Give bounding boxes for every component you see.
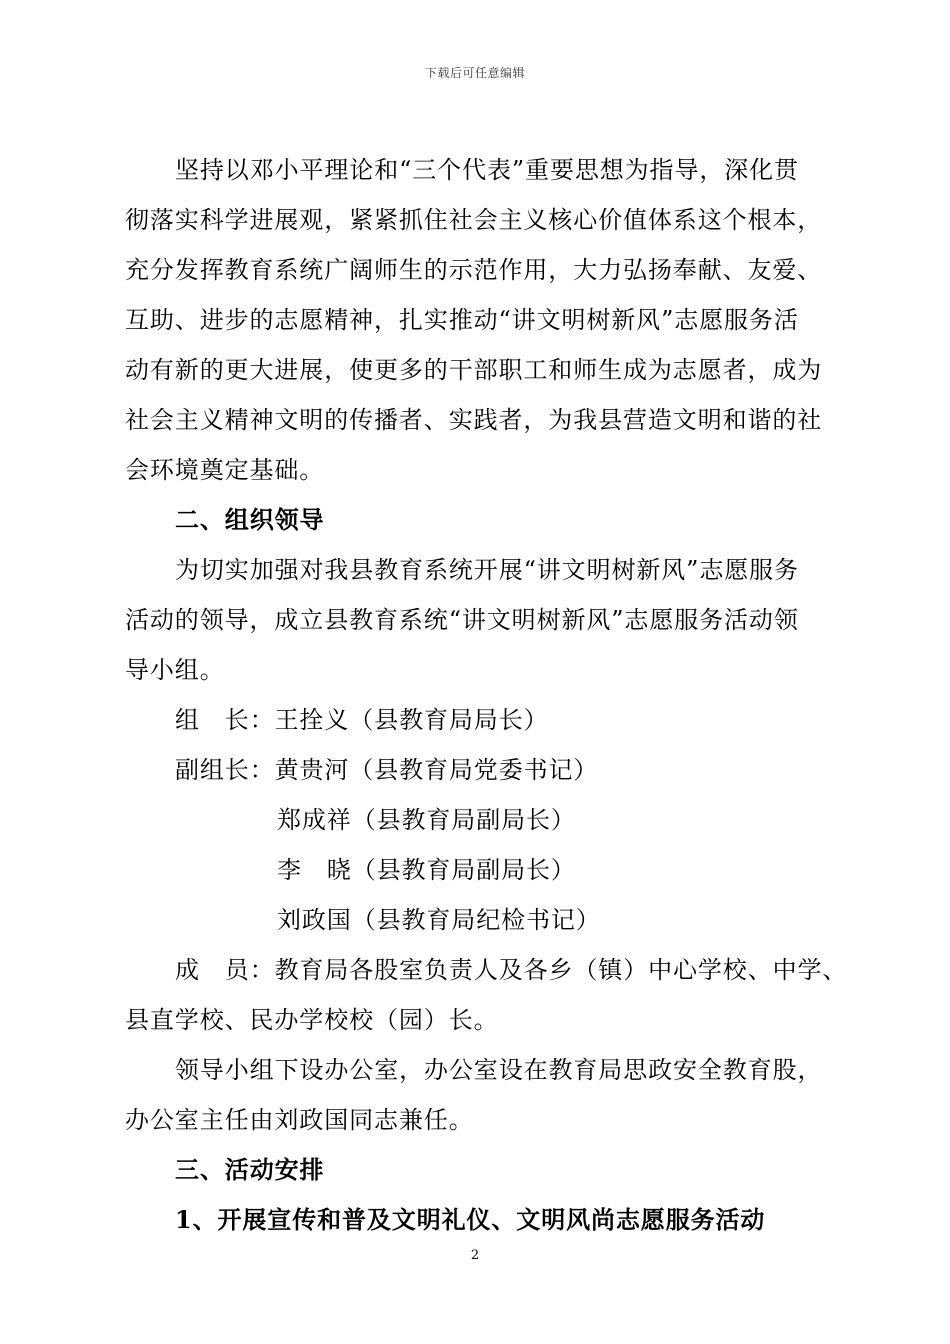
paragraph-line: 领导小组下设办公室，办公室设在教育局思政安全教育股，: [175, 1056, 823, 1084]
deputy-leader-line: 副组长：黄贵河（县教育局党委书记）: [175, 756, 599, 784]
subsection-heading: 1、开展宣传和普及文明礼仪、文明风尚志愿服务活动: [175, 1205, 766, 1234]
section-heading: 二、组织领导: [175, 505, 325, 534]
deputy-leader-line: 李 晓（县教育局副局长）: [277, 856, 576, 884]
paragraph-line: 为切实加强对我县教育系统开展“讲文明树新风”志愿服务: [175, 556, 799, 584]
section-heading: 三、活动安排: [175, 1155, 325, 1184]
paragraph-line: 充分发挥教育系统广阔师生的示范作用，大力弘扬奉献、友爱、: [125, 256, 823, 284]
page-header: 下载后可任意编辑: [424, 66, 525, 80]
deputy-leader-line: 郑成祥（县教育局副局长）: [277, 806, 576, 834]
paragraph-line: 导小组。: [125, 656, 225, 684]
paragraph-line: 彻落实科学进展观，紧紧抓住社会主义核心价值体系这个根本，: [125, 206, 823, 234]
paragraph-line: 社会主义精神文明的传播者、实践者，为我县营造文明和谐的社: [125, 406, 823, 434]
members-line: 成 员：教育局各股室负责人及各乡（镇）中心学校、中学、: [175, 956, 848, 984]
paragraph-line: 坚持以邓小平理论和“三个代表”重要思想为指导，深化贯: [175, 156, 799, 184]
deputy-leader-line: 刘政国（县教育局纪检书记）: [277, 906, 601, 934]
leader-line: 组 长：王拴义（县教育局局长）: [175, 706, 549, 734]
page-number: 2: [470, 1248, 480, 1263]
paragraph-line: 会环境奠定基础。: [125, 456, 325, 484]
paragraph-line: 动有新的更大进展，使更多的干部职工和师生成为志愿者，成为: [125, 356, 823, 384]
paragraph-line: 互助、进步的志愿精神，扎实推动“讲文明树新风”志愿服务活: [125, 306, 799, 334]
paragraph-line: 办公室主任由刘政国同志兼任。: [125, 1106, 474, 1134]
members-line: 县直学校、民办学校校（园）长。: [125, 1006, 499, 1034]
paragraph-line: 活动的领导，成立县教育系统“讲文明树新风”志愿服务活动领: [125, 606, 799, 634]
